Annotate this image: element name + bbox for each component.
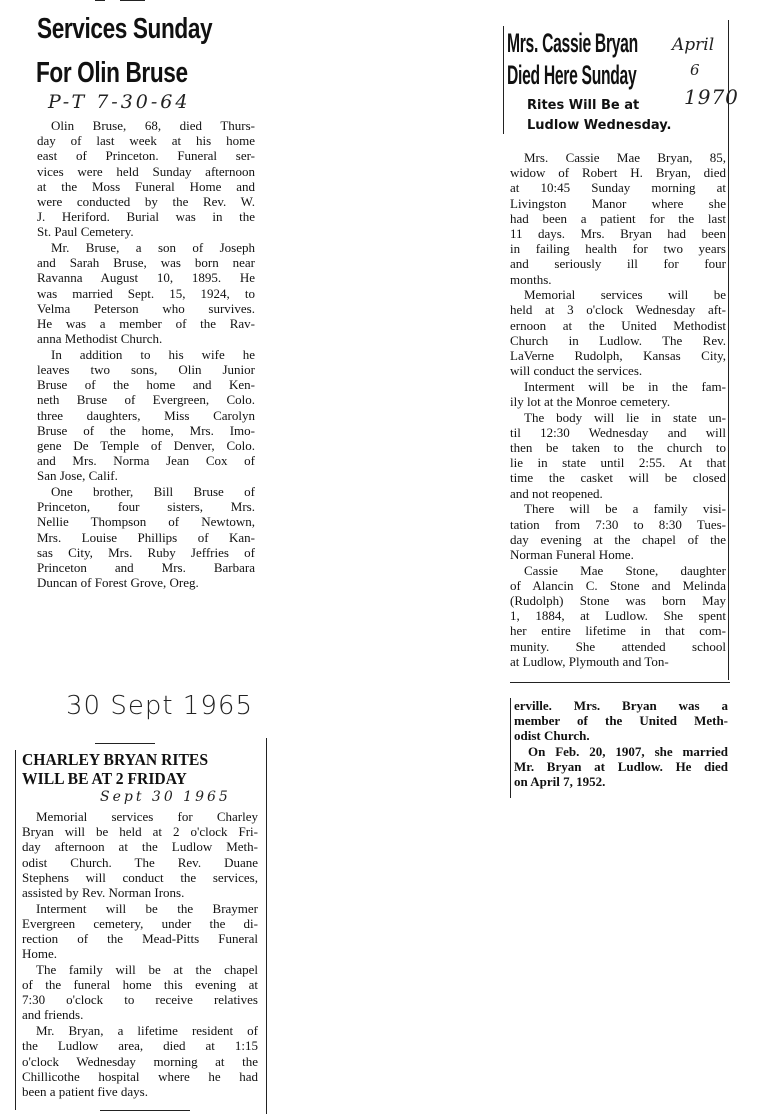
- text-line: 7:30 o'clock to receive relatives: [22, 992, 258, 1008]
- text-line: erville. Mrs. Bryan was a: [514, 698, 728, 713]
- paragraph: [37, 240, 255, 346]
- text-line: and friends.: [22, 1007, 84, 1023]
- text-line: Mrs. Cassie Mae Bryan, 85,: [524, 150, 726, 165]
- text-line: months.: [510, 271, 552, 287]
- text-line: o'clock Wednesday morning at the: [22, 1053, 258, 1069]
- headline-line-1: Mrs. Cassie Bryan: [507, 28, 638, 58]
- text-line: One brother, Bill Bruse of: [51, 484, 255, 499]
- text-line: and Mrs. Norma Jean Cox of: [37, 453, 255, 469]
- handwritten-year: 1970: [684, 85, 739, 109]
- text-line: day evening at the chapel of the: [510, 531, 726, 547]
- text-line: Velma Peterson who survives.: [37, 300, 255, 316]
- divider: [510, 682, 730, 683]
- paragraph: [514, 698, 728, 744]
- text-line: had been a patient for the last: [510, 210, 726, 226]
- text-line: will conduct the services.: [510, 363, 643, 379]
- paragraph: [22, 901, 258, 962]
- paragraph: [510, 379, 726, 409]
- text-line: 11 days. Mrs. Bryan had been: [510, 225, 726, 241]
- headline-line-1: Services Sunday: [37, 13, 213, 45]
- handwritten-day: 6: [690, 61, 700, 79]
- article-continuation: [514, 698, 728, 790]
- divider: [120, 0, 145, 1]
- text-line: Evergreen cemetery, under the di-: [22, 915, 258, 931]
- text-line: lie in state until 2:55. At that: [510, 455, 726, 471]
- text-line: til 12:30 Wednesday and will: [510, 424, 726, 440]
- text-line: held at 3 o'clock Wednesday aft-: [510, 302, 726, 318]
- text-line: Mr. Bryan, a lifetime resident of: [36, 1023, 258, 1039]
- text-line: Home.: [22, 946, 58, 962]
- column-rule: [728, 20, 729, 680]
- text-line: day of last week at his home: [37, 133, 255, 149]
- text-line: of the funeral home this evening at: [22, 977, 258, 993]
- paragraph: [37, 347, 255, 484]
- headline-line-2: Died Here Sunday: [507, 60, 637, 90]
- headline-line-2: For Olin Bruse: [36, 57, 188, 89]
- paragraph: [22, 1023, 258, 1099]
- text-line: Norman Funeral Home.: [510, 546, 634, 562]
- text-line: were conducted by the Rev. W.: [37, 193, 255, 209]
- text-line: east of Princeton. Funeral ser-: [37, 148, 255, 164]
- text-line: sas City, Mrs. Ruby Jeffries of: [37, 544, 255, 560]
- handwritten-note: Sept 30 1965: [100, 789, 231, 805]
- paragraph: [510, 287, 726, 378]
- text-line: at 10:45 Sunday morning at: [510, 180, 726, 196]
- text-line: her entire lifetime in that com-: [510, 623, 726, 639]
- divider: [95, 0, 105, 1]
- text-line: Stephens will conduct the services,: [22, 869, 258, 885]
- handwritten-date-note: P-T 7-30-64: [48, 91, 191, 113]
- divider: [100, 1110, 190, 1111]
- article-body: [22, 809, 258, 1100]
- article-body: [37, 118, 255, 591]
- text-line: Chillicothe hospital where he had: [22, 1068, 258, 1084]
- text-line: on April 7, 1952.: [514, 774, 606, 790]
- text-line: Olin Bruse, 68, died Thurs-: [51, 118, 255, 133]
- text-line: On Feb. 20, 1907, she married: [528, 744, 728, 760]
- paragraph: [510, 410, 726, 501]
- text-line: Livingston Manor where she: [510, 195, 726, 211]
- column-rule: [266, 738, 267, 1114]
- text-line: Interment will be in the fam-: [524, 378, 726, 394]
- text-line: Bruse of the home and Ken-: [37, 377, 255, 393]
- text-line: then be taken to the church to: [510, 440, 726, 456]
- text-line: Church in Ludlow. The Rev.: [510, 332, 726, 348]
- text-line: Memorial services for Charley: [36, 809, 258, 824]
- text-line: Cassie Mae Stone, daughter: [524, 562, 726, 578]
- text-line: and seriously ill for four: [510, 256, 726, 272]
- handwritten-month: April: [672, 35, 715, 55]
- text-line: Princeton, four sisters, Mrs.: [37, 499, 255, 515]
- subhead-line-2: Ludlow Wednesday.: [527, 118, 672, 133]
- text-line: There will be a family visi-: [524, 501, 726, 517]
- text-line: at the Moss Funeral Home and: [37, 178, 255, 194]
- text-line: Bruse of the home, Mrs. Imo-: [37, 422, 255, 438]
- paragraph: [510, 150, 726, 287]
- text-line: been a patient five days.: [22, 1083, 148, 1099]
- text-line: St. Paul Cemetery.: [37, 224, 134, 240]
- text-line: ernoon at the United Methodist: [510, 317, 726, 333]
- text-line: anna Methodist Church.: [37, 331, 163, 347]
- text-line: tation from 7:30 to 8:30 Tues-: [510, 516, 726, 532]
- text-line: neth Bruse of Evergreen, Colo.: [37, 392, 255, 408]
- text-line: in failing health for two years: [510, 241, 726, 257]
- text-line: Duncan of Forest Grove, Oreg.: [37, 575, 199, 591]
- text-line: leaves two sons, Olin Junior: [37, 362, 255, 377]
- text-line: three daughters, Miss Carolyn: [37, 407, 255, 423]
- column-rule: [15, 750, 16, 1110]
- text-line: the Ludlow area, died at 1:15: [22, 1038, 258, 1054]
- text-line: and not reopened.: [510, 485, 603, 501]
- paragraph: [37, 484, 255, 590]
- divider: [95, 743, 155, 744]
- text-line: The body will lie in state un-: [524, 409, 726, 425]
- subhead-line-1: Rites Will Be at: [527, 98, 640, 113]
- headline-line-1: CHARLEY BRYAN RITES: [22, 750, 209, 769]
- text-line: widow of Robert H. Bryan, died: [510, 165, 726, 181]
- text-line: Interment will be the Braymer: [36, 900, 258, 916]
- text-line: odist Church.: [514, 728, 590, 744]
- paragraph: [510, 563, 726, 669]
- paragraph: [510, 501, 726, 562]
- text-line: Bryan will be held at 2 o'clock Fri-: [22, 824, 258, 840]
- text-line: rection of the Mead-Pitts Funeral: [22, 931, 258, 946]
- text-line: Mr. Bryan at Ludlow. He died: [514, 759, 728, 775]
- text-line: 1, 1884, at Ludlow. She spent: [510, 608, 726, 624]
- text-line: LaVerne Rudolph, Kansas City,: [510, 347, 726, 363]
- text-line: Nellie Thompson of Newtown,: [37, 514, 255, 530]
- text-line: assisted by Rev. Norman Irons.: [22, 884, 185, 900]
- text-line: (Rudolph) Stone was born May: [510, 592, 726, 608]
- text-line: and Sarah Bruse, was born near: [37, 255, 255, 271]
- text-line: day afternoon at the Ludlow Meth-: [22, 839, 258, 855]
- text-line: at Ludlow, Plymouth and Ton-: [510, 653, 669, 669]
- text-line: munity. She attended school: [510, 638, 726, 654]
- column-rule: [510, 698, 511, 798]
- text-line: Mrs. Louise Phillips of Kan-: [37, 529, 255, 545]
- text-line: Memorial services will be: [524, 287, 726, 303]
- column-rule: [503, 26, 504, 134]
- text-line: odist Church. The Rev. Duane: [22, 854, 258, 870]
- text-line: Princeton and Mrs. Barbara: [37, 559, 255, 575]
- paragraph: [22, 809, 258, 900]
- text-line: member of the United Meth-: [514, 713, 728, 729]
- text-line: time the casket will be closed: [510, 470, 726, 486]
- paragraph: [22, 962, 258, 1023]
- paragraph: [37, 118, 255, 240]
- text-line: San Jose, Calif.: [37, 468, 118, 484]
- text-line: J. Heriford. Burial was in the: [37, 209, 255, 225]
- handwritten-date: 30 Sept 1965: [66, 691, 253, 721]
- text-line: The family will be at the chapel: [36, 961, 258, 977]
- headline-line-2: WILL BE AT 2 FRIDAY: [22, 769, 187, 788]
- text-line: gene De Temple of Denver, Colo.: [37, 437, 255, 453]
- article-body: [510, 150, 726, 669]
- text-line: In addition to his wife he: [51, 346, 255, 362]
- text-line: ily lot at the Monroe cemetery.: [510, 394, 671, 409]
- text-line: He was a member of the Rav-: [37, 315, 255, 331]
- text-line: was married Sept. 15, 1924, to: [37, 285, 255, 301]
- text-line: vices were held Sunday afternoon: [37, 163, 255, 179]
- text-line: of Alancin C. Stone and Melinda: [510, 577, 726, 593]
- text-line: Ravanna August 10, 1895. He: [37, 270, 255, 286]
- text-line: Mr. Bruse, a son of Joseph: [51, 240, 255, 255]
- paragraph: [514, 744, 728, 790]
